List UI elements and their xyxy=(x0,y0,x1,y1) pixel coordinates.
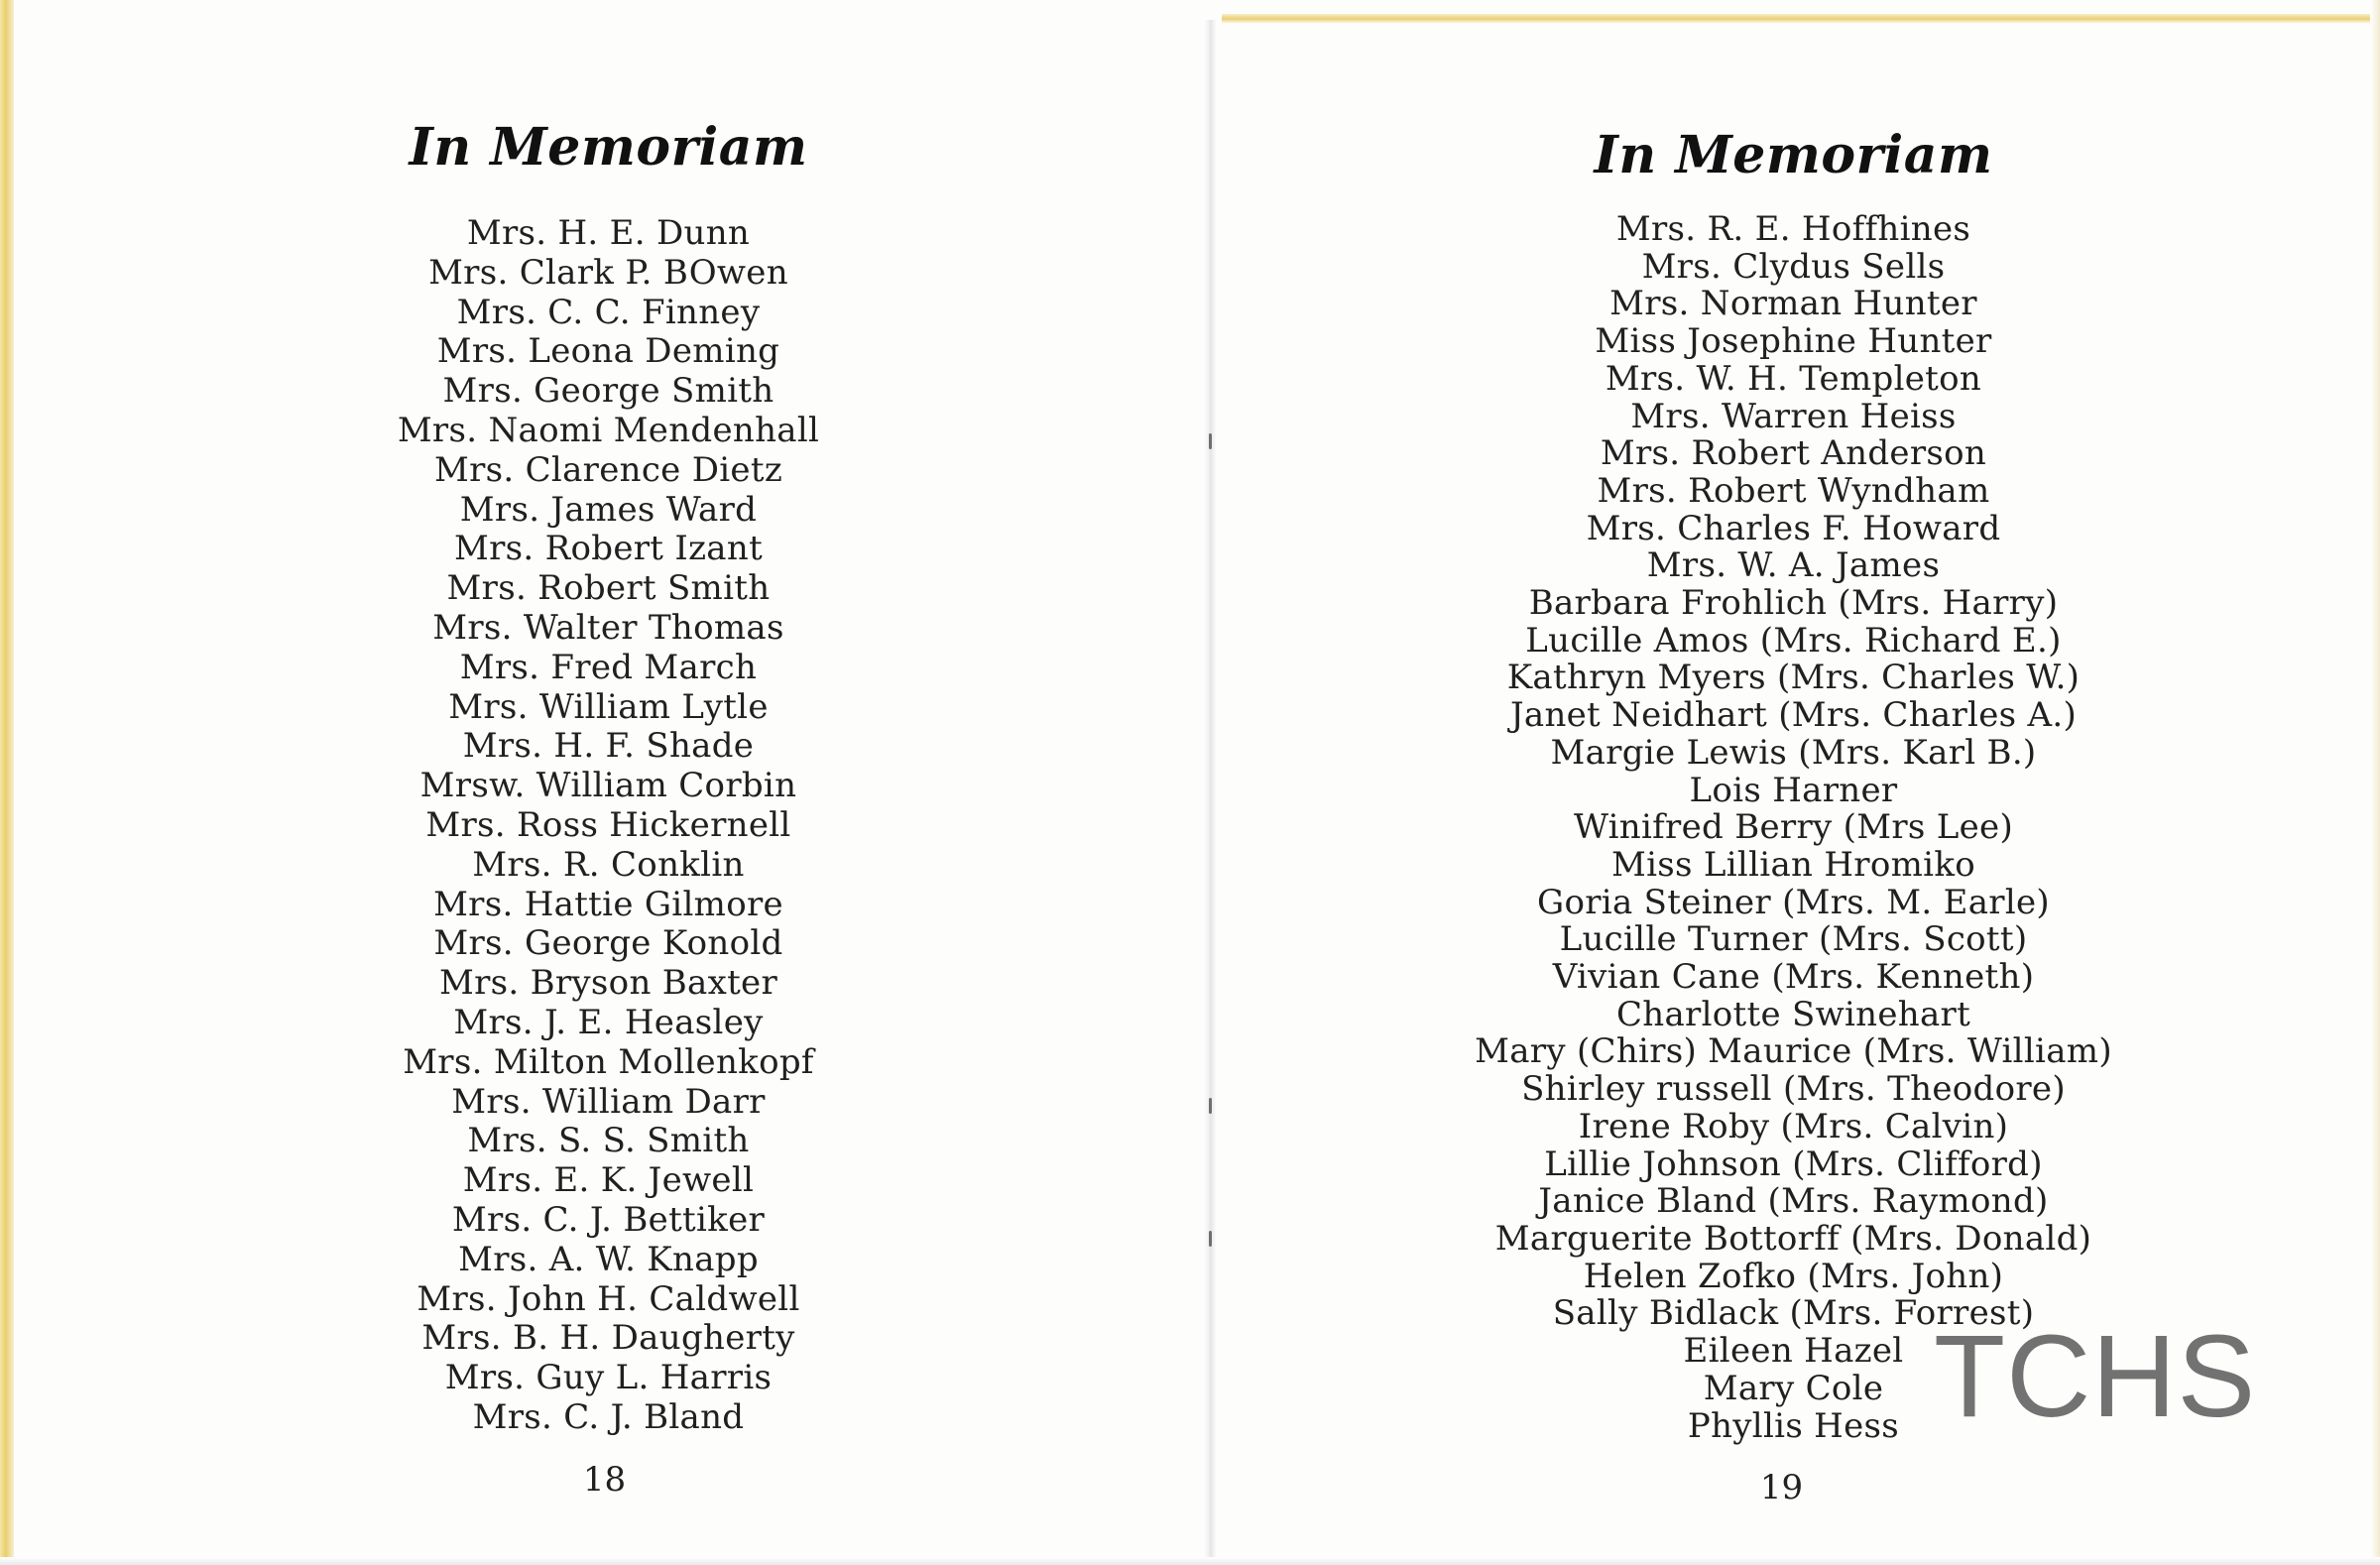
left-page xyxy=(14,0,1203,1565)
memorial-name: Mrs. Hattie Gilmore xyxy=(433,884,783,924)
page-edge-right xyxy=(2370,0,2380,1565)
memorial-name: Janet Neidhart (Mrs. Charles A.) xyxy=(1509,695,2078,736)
memorial-name: Mrs. Robert Anderson xyxy=(1600,433,1987,474)
memorial-name: Mrs. George Konold xyxy=(433,923,783,964)
memorial-name: Miss Josephine Hunter xyxy=(1595,321,1992,362)
memorial-name: Mrs. George Smith xyxy=(442,371,774,412)
memorial-name: Phyllis Hess xyxy=(1687,1405,1900,1446)
memorial-name: Mrs. Clydus Sells xyxy=(1641,246,1946,287)
memorial-name: Janice Bland (Mrs. Raymond) xyxy=(1538,1181,2049,1222)
memorial-name: Mrs. Robert Wyndham xyxy=(1597,470,1990,511)
memorial-name: Mrs. R. Conklin xyxy=(472,844,745,885)
memorial-name: Vivian Cane (Mrs. Kenneth) xyxy=(1552,957,2035,998)
memorial-name: Mrs. Robert Izant xyxy=(453,529,764,569)
memorial-name: Mrs. Guy L. Harris xyxy=(444,1358,773,1398)
memorial-name: Mrs. H. E. Dunn xyxy=(466,213,751,253)
memorial-name: Goria Steiner (Mrs. M. Earle) xyxy=(1537,882,2050,922)
memorial-name: Margie Lewis (Mrs. Karl B.) xyxy=(1550,732,2037,773)
memorial-name: Mrs. C. J. Bettiker xyxy=(451,1199,766,1240)
memorial-name: Mrs. C. C. Finney xyxy=(456,292,761,332)
memorial-name-list xyxy=(1217,211,2370,1445)
memorial-name: Mrs. J. E. Heasley xyxy=(453,1002,764,1042)
page-title: In Memoriam xyxy=(1594,125,1993,185)
memorial-name: Eileen Hazel xyxy=(1683,1331,1904,1372)
cover-edge-left xyxy=(0,0,14,1565)
memorial-name: Mrs. Milton Mollenkopf xyxy=(403,1041,814,1082)
memorial-name: Mrs. Ross Hickernell xyxy=(425,804,791,845)
memorial-name: Mrsw. William Corbin xyxy=(419,766,797,806)
memorial-name: Mrs. William Lytle xyxy=(448,686,769,727)
memorial-name: Mrs. Walter Thomas xyxy=(432,607,784,648)
memorial-name: Mrs. Leona Deming xyxy=(436,331,780,372)
memorial-name: Marguerite Bottorff (Mrs. Donald) xyxy=(1494,1218,2092,1259)
memorial-name: Mrs. Norman Hunter xyxy=(1609,284,1977,324)
memorial-name: Mrs. Fred March xyxy=(459,647,758,687)
memorial-name: Lillie Johnson (Mrs. Clifford) xyxy=(1544,1144,2043,1184)
memorial-name: Mrs. John H. Caldwell xyxy=(416,1278,800,1319)
memorial-name: Mrs. William Darr xyxy=(451,1081,766,1122)
memorial-name: Mrs. James Ward xyxy=(459,489,758,530)
memorial-name: Mary (Chirs) Maurice (Mrs. William) xyxy=(1475,1031,2112,1072)
memorial-name: Mrs. Clarence Dietz xyxy=(433,449,783,490)
memorial-name: Mrs. A. W. Knapp xyxy=(458,1239,759,1279)
memorial-name: Mrs. C. J. Bland xyxy=(472,1396,745,1437)
memorial-name: Mrs. Charles F. Howard xyxy=(1586,508,2001,548)
memorial-name: Shirley russell (Mrs. Theodore) xyxy=(1521,1069,2066,1110)
memorial-name: Mrs. Clark P. BOwen xyxy=(428,252,788,293)
binding-staple-mark xyxy=(1209,433,1212,449)
memorial-name: Mrs. Warren Heiss xyxy=(1630,396,1957,436)
memorial-name: Mrs. Bryson Baxter xyxy=(438,963,778,1004)
memorial-name: Mrs. Robert Smith xyxy=(446,568,771,609)
memorial-name: Lucille Turner (Mrs. Scott) xyxy=(1559,919,2028,960)
memorial-name: Barbara Frohlich (Mrs. Harry) xyxy=(1528,583,2059,624)
memorial-name: Mrs. W. H. Templeton xyxy=(1605,358,1982,399)
memorial-name: Mrs. Naomi Mendenhall xyxy=(397,410,820,450)
memorial-name: Mrs. B. H. Daugherty xyxy=(421,1318,795,1359)
memorial-name: Miss Lillian Hromiko xyxy=(1610,844,1975,885)
page-number: 18 xyxy=(582,1460,627,1500)
memorial-name: Kathryn Myers (Mrs. Charles W.) xyxy=(1506,658,2081,698)
memorial-name: Charlotte Swinehart xyxy=(1615,994,1971,1034)
memorial-name: Winifred Berry (Mrs Lee) xyxy=(1573,807,2014,848)
memorial-name: Mrs. E. K. Jewell xyxy=(462,1160,755,1201)
memorial-name: Mary Cole xyxy=(1703,1368,1884,1408)
tchs-watermark: TCHS xyxy=(1934,1311,2257,1442)
memorial-name: Mrs. W. A. James xyxy=(1646,545,1941,586)
memorial-name: Lucille Amos (Mrs. Richard E.) xyxy=(1525,620,2062,661)
memorial-name: Sally Bidlack (Mrs. Forrest) xyxy=(1552,1293,2035,1334)
binding-staple-mark xyxy=(1209,1098,1212,1114)
memorial-name: Helen Zofko (Mrs. John) xyxy=(1583,1256,2004,1296)
memorial-name: Mrs. R. E. Hoffhines xyxy=(1615,209,1971,249)
memorial-name-list xyxy=(14,214,1203,1438)
memorial-name: Mrs. H. F. Shade xyxy=(462,726,755,767)
memorial-name: Mrs. S. S. Smith xyxy=(467,1121,750,1161)
book-spine xyxy=(1203,20,1217,1565)
memorial-name: Lois Harner xyxy=(1689,770,1898,810)
binding-staple-mark xyxy=(1209,1231,1212,1247)
page-title: In Memoriam xyxy=(409,117,808,178)
memorial-name: Irene Roby (Mrs. Calvin) xyxy=(1578,1106,2009,1146)
page-number: 19 xyxy=(1759,1468,1804,1507)
